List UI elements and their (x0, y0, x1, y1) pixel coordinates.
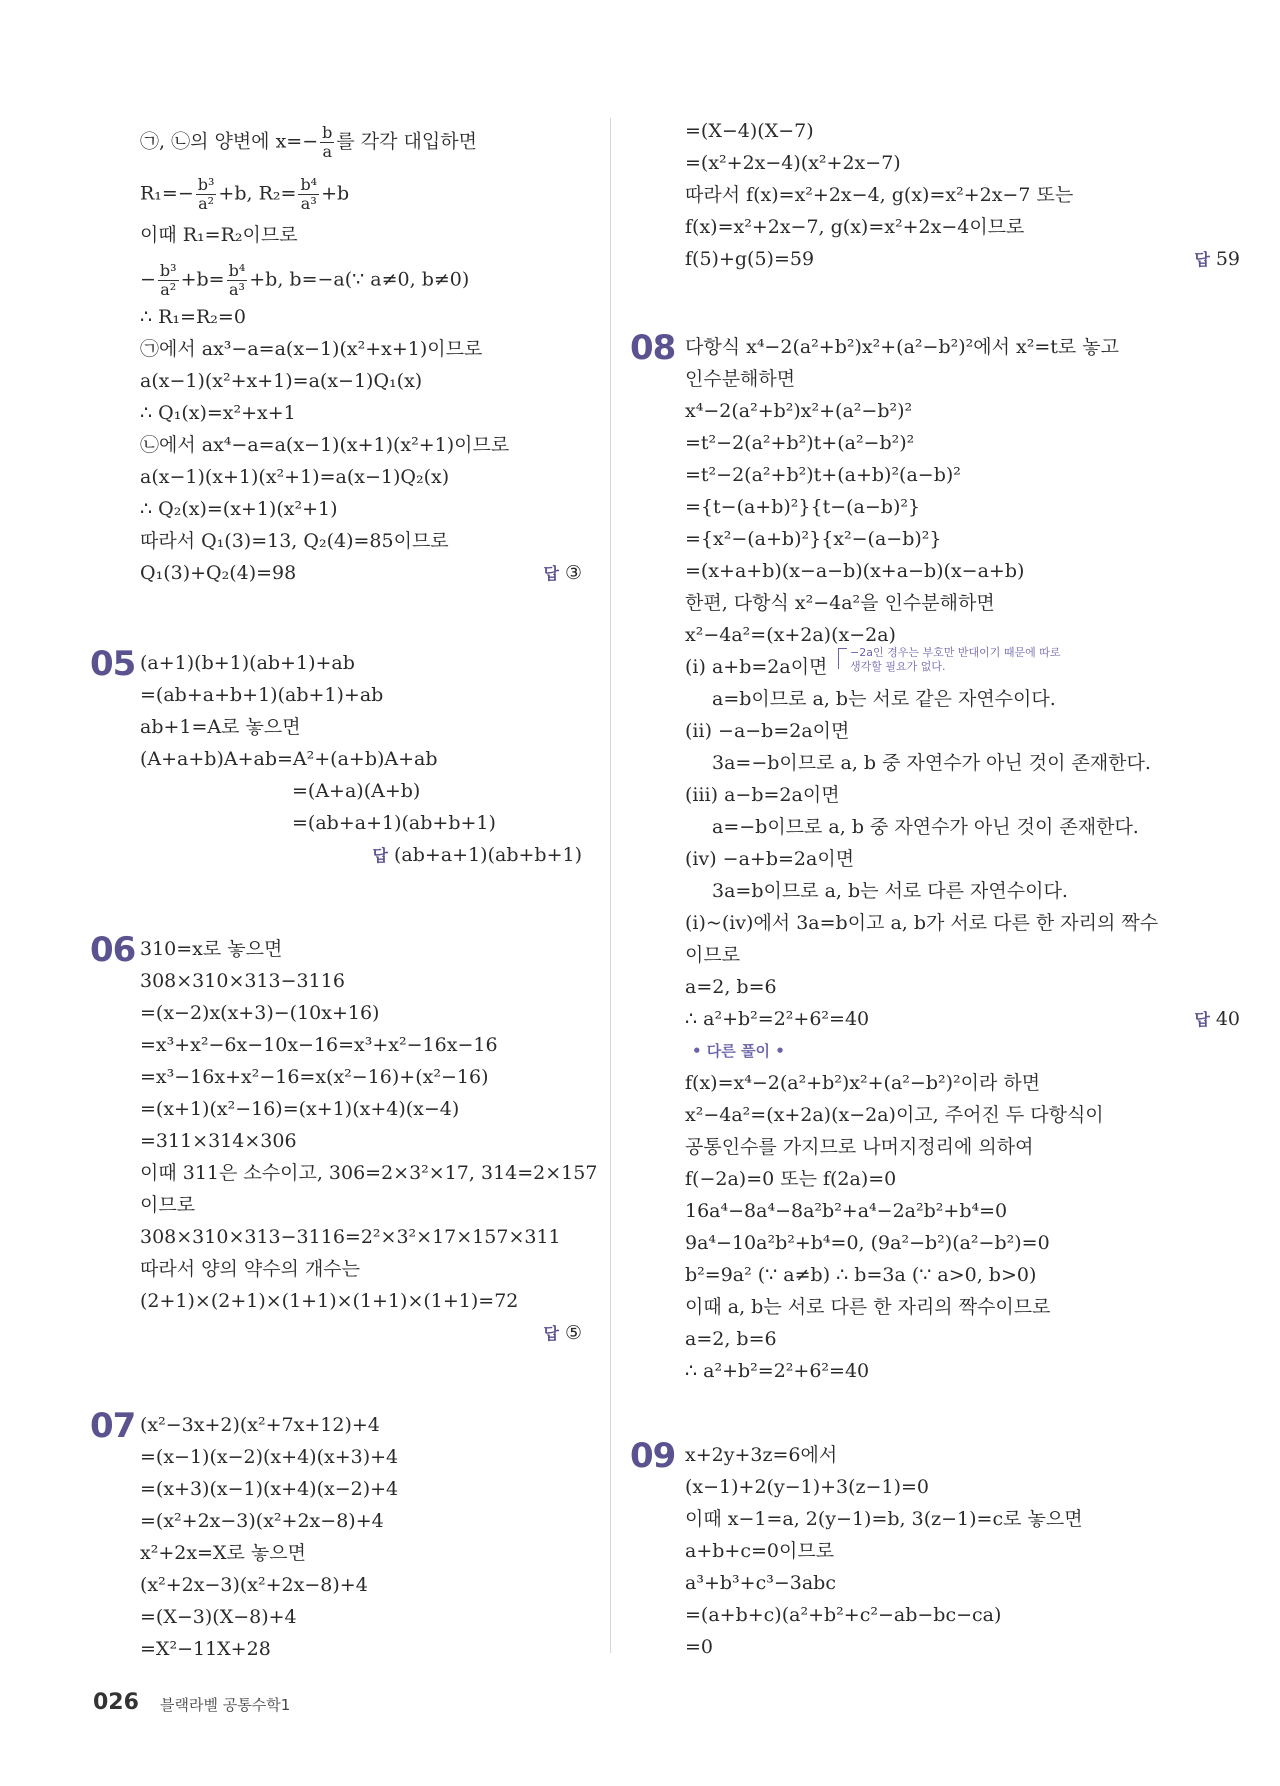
p04-r1-tail: +b, R₂= (218, 182, 297, 205)
fraction-numerator: b (322, 123, 333, 142)
p06-line: 이므로 (140, 1194, 196, 1216)
p08-answer (1194, 1006, 1240, 1033)
answer-value: ⑤ (564, 1322, 582, 1344)
p04-line-12: 따라서 Q₁(3)=13, Q₂(4)=85이므로 (140, 530, 449, 552)
page-number: 026 (93, 1690, 139, 1715)
p09-line: =0 (685, 1636, 714, 1658)
p04-r2-tail: +b (321, 182, 350, 205)
p06-line: 308×310×313−3116 (140, 970, 345, 992)
answer-tag: 답 (1194, 1010, 1210, 1029)
p07-cont-line: f(5)+g(5)=59 (685, 248, 815, 270)
p08-line: =t²−2(a²+b²)t+(a+b)²(a−b)² (685, 464, 961, 486)
p09-line: 이때 x−1=a, 2(y−1)=b, 3(z−1)=c로 놓으면 (685, 1508, 1083, 1530)
p05-line: ab+1=A로 놓으면 (140, 716, 301, 738)
p04-line-11: ∴ Q₂(x)=(x+1)(x²+1) (140, 498, 338, 520)
p04-line-7: a(x−1)(x²+x+1)=a(x−1)Q₁(x) (140, 370, 423, 392)
p08-line: ={t−(a+b)²}{t−(a−b)²} (685, 496, 921, 518)
p04-line-10: a(x−1)(x+1)(x²+1)=a(x−1)Q₂(x) (140, 466, 450, 488)
p08-alt-line: x²−4a²=(x+2a)(x−2a)이고, 주어진 두 다항식이 (685, 1104, 1104, 1126)
p08-line: 한편, 다항식 x²−4a²을 인수분해하면 (685, 592, 995, 614)
p08-alt-line: ∴ a²+b²=2²+6²=40 (685, 1360, 870, 1382)
p08-case-4: (ⅳ) −a+b=2a이면 (685, 848, 855, 870)
p09-line: x+2y+3z=6에서 (685, 1444, 838, 1466)
p07-line: x²+2x=X로 놓으면 (140, 1542, 306, 1564)
p05-line: (a+1)(b+1)(ab+1)+ab (140, 652, 355, 674)
p07-cont-line: =(X−4)(X−7) (685, 120, 814, 142)
p08-line: a=2, b=6 (685, 976, 777, 998)
p06-answer (543, 1320, 582, 1347)
callout-line: −2a인 경우는 부호만 반대이기 때문에 따로 (850, 646, 1061, 659)
p08-alt-line: 16a⁴−8a⁴−8a²b²+a⁴−2a²b²+b⁴=0 (685, 1200, 1008, 1222)
p05-answer (373, 842, 582, 869)
answer-value: ③ (564, 562, 582, 584)
p04-eq-fraction-2 (227, 262, 248, 299)
fraction-denominator: a (322, 142, 333, 161)
p08-alt-line: f(−2a)=0 또는 f(2a)=0 (685, 1168, 897, 1190)
problem-number-06: 06 (90, 930, 136, 970)
p08-case-3: (ⅲ) a−b=2a이면 (685, 784, 840, 806)
p04-line-5: ∴ R₁=R₂=0 (140, 306, 246, 328)
p06-line: 310=x로 놓으면 (140, 938, 283, 960)
p08-alt-line: f(x)=x⁴−2(a²+b²)x²+(a²−b²)²이라 하면 (685, 1072, 1041, 1094)
p07-line: (x²+2x−3)(x²+2x−8)+4 (140, 1574, 368, 1596)
fraction-denominator: a² (198, 194, 215, 213)
p04-r-values (140, 176, 349, 213)
p04-line-8: ∴ Q₁(x)=x²+x+1 (140, 402, 296, 424)
p06-line: =(x−2)x(x+3)−(10x+16) (140, 1002, 380, 1024)
p08-alt-line: b²=9a² (∵ a≠b) ∴ b=3a (∵ a>0, b>0) (685, 1264, 1037, 1286)
p08-line: =t²−2(a²+b²)t+(a²−b²)² (685, 432, 915, 454)
p08-line: 이므로 (685, 944, 741, 966)
answer-value: (ab+a+1)(ab+b+1) (394, 844, 582, 866)
answer-tag: 답 (372, 846, 389, 865)
answer-value: 40 (1215, 1008, 1240, 1030)
p06-line: =311×314×306 (140, 1130, 297, 1152)
answer-tag: 답 (543, 1324, 559, 1343)
p04-r1-label: R₁=− (140, 182, 194, 205)
fraction-numerator: b⁴ (300, 175, 318, 194)
p05-line: (A+a+b)A+ab=A²+(a+b)A+ab (140, 748, 438, 770)
p04-line-13: Q₁(3)+Q₂(4)=98 (140, 562, 297, 584)
p04-answer (543, 560, 582, 587)
p07-line: =X²−11X+28 (140, 1638, 271, 1660)
p05-line: =(ab+a+1)(ab+b+1) (292, 812, 496, 834)
problem-number-09: 09 (630, 1436, 676, 1476)
p08-line: 3a=−b이므로 a, b 중 자연수가 아닌 것이 존재한다. (712, 752, 1151, 774)
fraction-numerator: b³ (197, 175, 215, 194)
p08-alt-line: 이때 a, b는 서로 다른 한 자리의 짝수이므로 (685, 1296, 1051, 1318)
p07-line: =(X−3)(X−8)+4 (140, 1606, 297, 1628)
p04-eq-fraction-1 (158, 262, 179, 299)
fraction-denominator: a² (160, 280, 177, 299)
p04-intro-text: ㉠, ㉡의 양변에 x=− (140, 130, 319, 153)
p06-line: 따라서 양의 약수의 개수는 (140, 1258, 361, 1280)
p07-cont-line: =(x²+2x−4)(x²+2x−7) (685, 152, 901, 174)
fraction-numerator: b³ (159, 261, 177, 280)
p08-line: 3a=b이므로 a, b는 서로 다른 자연수이다. (712, 880, 1068, 902)
p04-eq-part: − (140, 268, 156, 291)
p06-line: =(x+1)(x²−16)=(x+1)(x+4)(x−4) (140, 1098, 460, 1120)
p08-alt-line: 9a⁴−10a²b²+b⁴=0, (9a²−b²)(a²−b²)=0 (685, 1232, 1050, 1254)
p05-line: =(A+a)(A+b) (292, 780, 421, 802)
column-divider (610, 118, 611, 1653)
p04-eq-part: +b= (180, 268, 225, 291)
p07-line: =(x−1)(x−2)(x+4)(x+3)+4 (140, 1446, 399, 1468)
p06-line: =x³+x²−6x−10x−16=x³+x²−16x−16 (140, 1034, 498, 1056)
p09-line: =(a+b+c)(a²+b²+c²−ab−bc−ca) (685, 1604, 1002, 1626)
p08-line: ={x²−(a+b)²}{x²−(a−b)²} (685, 528, 942, 550)
p07-cont-line: f(x)=x²+2x−7, g(x)=x²+2x−4이므로 (685, 216, 1025, 238)
problem-number-07: 07 (90, 1406, 136, 1446)
p08-line: =(x+a+b)(x−a−b)(x+a−b)(x−a+b) (685, 560, 1025, 582)
p06-line: 308×310×313−3116=2²×3²×17×157×311 (140, 1226, 561, 1248)
p09-line: a+b+c=0이므로 (685, 1540, 835, 1562)
p04-r2-fraction (298, 176, 319, 213)
fraction-denominator: a³ (300, 194, 317, 213)
p04-eq-part: +b, b=−a(∵ a≠0, b≠0) (249, 268, 470, 291)
p05-line: =(ab+a+b+1)(ab+1)+ab (140, 684, 384, 706)
p08-line: ∴ a²+b²=2²+6²=40 (685, 1008, 870, 1030)
p09-line: (x−1)+2(y−1)+3(z−1)=0 (685, 1476, 929, 1498)
fraction-denominator: a³ (228, 280, 245, 299)
p08-alt-line: 공통인수를 가지므로 나머지정리에 의하여 (685, 1136, 1034, 1158)
callout-bracket (838, 648, 847, 669)
p08-line: 다항식 x⁴−2(a²+b²)x²+(a²−b²)²에서 x²=t로 놓고 (685, 336, 1119, 358)
p04-line-6: ㉠에서 ax³−a=a(x−1)(x²+x+1)이므로 (140, 338, 483, 360)
p06-line: =x³−16x+x²−16=x(x²−16)+(x²−16) (140, 1066, 489, 1088)
problem-number-05: 05 (90, 644, 136, 684)
p08-line: a=−b이므로 a, b 중 자연수가 아닌 것이 존재한다. (712, 816, 1139, 838)
problem-number-08: 08 (630, 328, 676, 368)
p07-line: (x²−3x+2)(x²+7x+12)+4 (140, 1414, 380, 1436)
p04-line-3: 이때 R₁=R₂이므로 (140, 224, 298, 246)
p07-line: =(x+3)(x−1)(x+4)(x−2)+4 (140, 1478, 399, 1500)
answer-tag: 답 (1194, 250, 1210, 269)
answer-value: 59 (1215, 248, 1240, 270)
callout-line: 생각할 필요가 없다. (850, 660, 946, 673)
p07-answer (1194, 246, 1240, 273)
fraction-numerator: b⁴ (228, 261, 246, 280)
p08-case-1: (ⅰ) a+b=2a이면 (685, 656, 828, 678)
p06-line: (2+1)×(2+1)×(1+1)×(1+1)×(1+1)=72 (140, 1290, 519, 1312)
p04-r1-fraction (196, 176, 217, 213)
p08-alt-line: a=2, b=6 (685, 1328, 777, 1350)
p04-intro-tail: 를 각각 대입하면 (336, 130, 477, 153)
p04-intro-fraction (320, 124, 334, 161)
p07-cont-line: 따라서 f(x)=x²+2x−4, g(x)=x²+2x−7 또는 (685, 184, 1074, 206)
alternative-solution-label: • 다른 풀이 • (692, 1042, 785, 1060)
p08-line: (ⅰ)~(ⅳ)에서 3a=b이고 a, b가 서로 다른 한 자리의 짝수 (685, 912, 1159, 934)
p04-line-9: ㉡에서 ax⁴−a=a(x−1)(x+1)(x²+1)이므로 (140, 434, 510, 456)
p07-line: =(x²+2x−3)(x²+2x−8)+4 (140, 1510, 384, 1532)
p06-line: 이때 311은 소수이고, 306=2×3²×17, 314=2×157 (140, 1162, 598, 1184)
p08-line: 인수분해하면 (685, 368, 796, 390)
p08-case-2: (ⅱ) −a−b=2a이면 (685, 720, 850, 742)
answer-tag: 답 (543, 564, 559, 583)
p04-equation (140, 262, 469, 299)
p04-intro (140, 124, 477, 161)
book-title: 블랙라벨 공통수학1 (160, 1696, 291, 1714)
p08-line: x²−4a²=(x+2a)(x−2a) (685, 624, 896, 646)
p08-line: a=b이므로 a, b는 서로 같은 자연수이다. (712, 688, 1056, 710)
callout-note (850, 646, 1060, 674)
p09-line: a³+b³+c³−3abc (685, 1572, 836, 1594)
p08-line: x⁴−2(a²+b²)x²+(a²−b²)² (685, 400, 913, 422)
